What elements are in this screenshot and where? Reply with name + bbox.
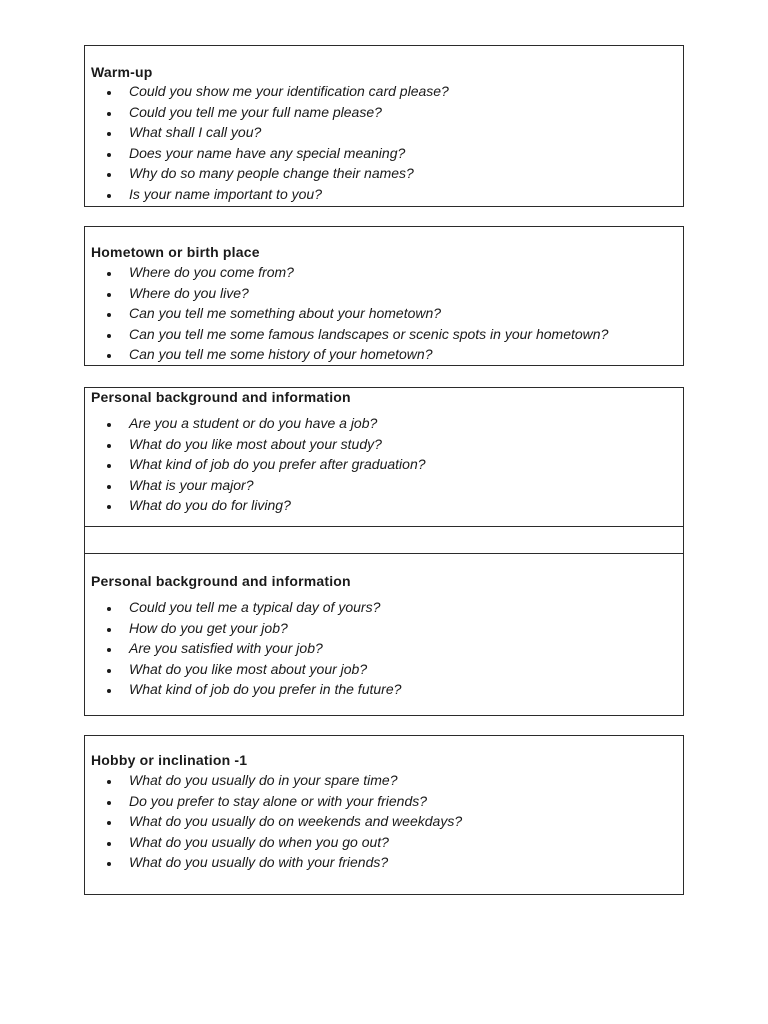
bullet-icon [107,334,111,338]
bullet-icon [107,153,111,157]
list-item: What shall I call you? [129,124,262,140]
row-divider [85,526,683,527]
list-item: What do you usually do on weekends and weekdays? [129,813,463,829]
list-item: Could you show me your identification card please? [129,83,449,99]
list-item: Could you tell me your full name please? [129,104,382,120]
list-item: What do you usually do in your spare time? [129,772,398,788]
bullet-icon [107,112,111,116]
bullet-icon [107,132,111,136]
list-item: What is your major? [129,477,254,493]
bullet-icon [107,648,111,652]
list-item: Where do you live? [129,285,249,301]
list-item: Are you satisfied with your job? [129,640,323,656]
list-item: What do you do for living? [129,497,291,513]
bullet-icon [107,801,111,805]
bullet-icon [107,91,111,95]
hometown-section [84,226,684,366]
list-item: Why do so many people change their names? [129,165,414,181]
bullet-icon [107,293,111,297]
list-item: Does your name have any special meaning? [129,145,406,161]
list-item: What kind of job do you prefer in the future? [129,681,402,697]
bullet-icon [107,272,111,276]
bullet-icon [107,444,111,448]
bullet-icon [107,485,111,489]
section-title: Hobby or inclination -1 [91,752,248,768]
bullet-icon [107,628,111,632]
list-item: Is your name important to you? [129,186,322,202]
bullet-icon [107,780,111,784]
row-divider [85,553,683,554]
bullet-icon [107,689,111,693]
bullet-icon [107,313,111,317]
list-item: What do you usually do when you go out? [129,834,389,850]
section-title: Personal background and information [91,389,351,405]
list-item: Can you tell me something about your hometown? [129,305,442,321]
list-item: What do you usually do with your friends? [129,854,389,870]
bullet-icon [107,669,111,673]
section-title: Warm-up [91,64,153,80]
bullet-icon [107,464,111,468]
list-item: Where do you come from? [129,264,294,280]
list-item: Are you a student or do you have a job? [129,415,378,431]
hobby-section [84,735,684,895]
bullet-icon [107,842,111,846]
list-item: How do you get your job? [129,620,288,636]
warm-up-section [84,45,684,207]
list-item: Do you prefer to stay alone or with your friends? [129,793,428,809]
bullet-icon [107,173,111,177]
bullet-icon [107,821,111,825]
section-title: Personal background and information [91,573,351,589]
list-item: What do you like most about your study? [129,436,382,452]
personal-background-section [84,387,684,716]
bullet-icon [107,607,111,611]
bullet-icon [107,862,111,866]
bullet-icon [107,354,111,358]
list-item: Could you tell me a typical day of yours? [129,599,381,615]
list-item: What kind of job do you prefer after graduation? [129,456,426,472]
bullet-icon [107,423,111,427]
section-title: Hometown or birth place [91,244,260,260]
bullet-icon [107,194,111,198]
list-item: What do you like most about your job? [129,661,368,677]
list-item: Can you tell me some history of your hometown? [129,346,433,362]
list-item: Can you tell me some famous landscapes or scenic spots in your hometown? [129,326,609,342]
bullet-icon [107,505,111,509]
